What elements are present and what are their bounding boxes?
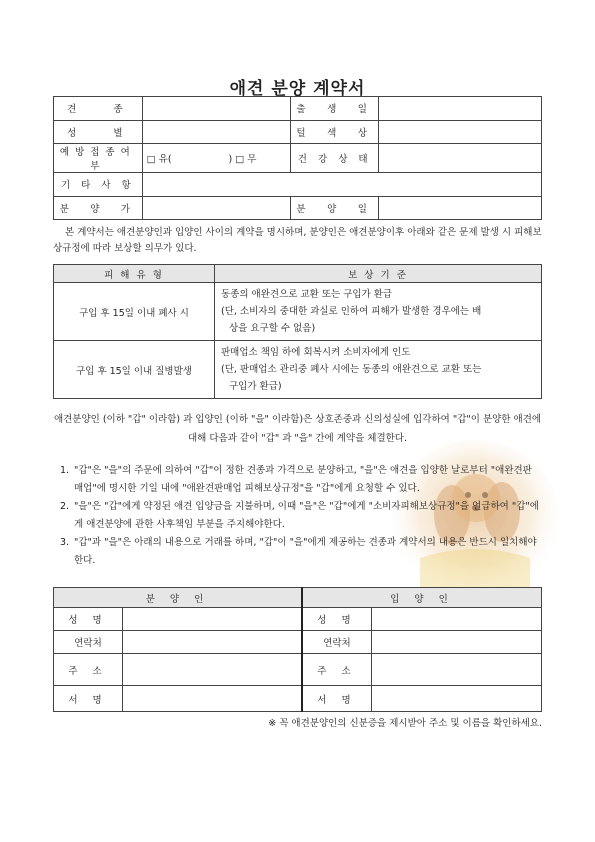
term-text: "갑"은 "을"의 주문에 의하여 "갑"이 정한 견종과 가격으로 분양하고, "을"은 애견을 입양한 날로부터 "애완견판매업"에 명시한 기일 내에 "애완견판매업 피해보상규정"을 "갑"에게 요청할 수 있다. [74, 465, 532, 494]
seller-address-field[interactable] [123, 654, 302, 686]
seller-header: 분 양 인 [54, 588, 302, 608]
health-field[interactable] [379, 144, 542, 173]
seller-signature-field[interactable] [123, 686, 302, 712]
compensation-death-line2: (단, 소비자의 중대한 과실로 인하여 피해가 발생한 경우에는 배 [221, 306, 482, 317]
sex-label: 성 별 [54, 120, 143, 144]
etc-field[interactable] [142, 173, 541, 197]
seller-contact-field[interactable] [123, 631, 302, 654]
buyer-address-field[interactable] [371, 654, 541, 686]
compensation-disease [215, 341, 542, 399]
coat-label: 털 색 상 [290, 120, 379, 144]
compensation-death-line3: 상을 요구할 수 없음) [229, 323, 316, 334]
compensation-death-line1: 동종의 애완견으로 교환 또는 구입가 환급 [221, 289, 393, 300]
compensation-header: 보 상 기 준 [215, 265, 542, 283]
compensation-disease-line1: 판매업소 책임 하에 회복시켜 소비자에게 인도 [221, 347, 411, 358]
buyer-contact-field[interactable] [371, 631, 541, 654]
id-check-note: ※ 꼭 애견분양인의 신분증을 제시받아 주소 및 이름을 확인하세요. [268, 718, 542, 729]
buyer-name-label: 성 명 [302, 608, 372, 631]
compensation-disease-line2: (단, 판매업소 관리중 폐사 시에는 동종의 애완견으로 교환 또는 [221, 364, 482, 375]
breed-field[interactable] [142, 97, 290, 121]
seller-name-field[interactable] [123, 608, 302, 631]
buyer-contact-label: 연락처 [302, 631, 372, 654]
agreement-paragraph: 애견분양인 (이하 "갑" 이라함) 과 입양인 (이하 "을" 이라함)은 상호존중과 신의성실에 입각하여 "갑"이 분양한 애견에 대해 다음과 같이 "갑" 과 "을" 간에 계약을 체결한다. [53, 414, 542, 444]
buyer-address-label: 주 소 [302, 654, 372, 686]
sale-date-label: 분 양 일 [290, 196, 379, 220]
buyer-signature-label: 서 명 [302, 686, 372, 712]
compensation-death [215, 283, 542, 341]
compensation-table [53, 264, 542, 399]
seller-signature-label: 서 명 [54, 686, 123, 712]
price-label: 분 양 가 [54, 196, 143, 220]
birth-field[interactable] [379, 97, 542, 121]
sale-date-field[interactable] [379, 196, 542, 220]
vaccine-label: 예방접종여부 [54, 144, 143, 173]
compensation-disease-line3: 구입가 환급) [229, 381, 282, 392]
terms-list [60, 462, 540, 570]
pet-info-table [53, 96, 542, 220]
price-field[interactable] [142, 196, 290, 220]
list-item [60, 498, 540, 534]
seller-name-label: 성 명 [54, 608, 123, 631]
birth-label: 출 생 일 [290, 97, 379, 121]
vaccine-field[interactable]: □ 유( ) □ 무 [142, 144, 290, 173]
page-title: 애견 분양 계약서 [229, 79, 366, 99]
term-number: 2. [60, 501, 70, 512]
coat-field[interactable] [379, 120, 542, 144]
buyer-signature-field[interactable] [371, 686, 541, 712]
intro-paragraph: 본 계약서는 애견분양인과 입양인 사이의 계약을 명시하며, 분양인은 애견분양이후 아래와 같은 문제 발생 시 피해보상규정에 따라 보상할 의무가 있다. [53, 227, 542, 254]
term-text: "을"은 "갑"에게 약정된 애견 입양금을 지불하며, 이때 "을"은 "갑"에게 "소비자피해보상규정"을 언급하여 "갑"에게 애견분양에 관한 사후책임 부분을 주지해야한다. [74, 501, 539, 530]
sex-field[interactable] [142, 120, 290, 144]
damage-type-header: 피 해 유 형 [54, 265, 215, 283]
list-item [60, 462, 540, 498]
health-label: 건 강 상 태 [290, 144, 379, 173]
term-number: 3. [60, 537, 70, 548]
list-item [60, 534, 540, 570]
seller-contact-label: 연락처 [54, 631, 123, 654]
term-text: "갑"과 "을"은 아래의 내용으로 거래를 하며, "갑"이 "을"에게 제공하는 견종과 계약서의 내용은 반드시 일치해야한다. [74, 537, 537, 566]
etc-label: 기 타 사 항 [54, 173, 143, 197]
buyer-header: 입 양 인 [302, 588, 542, 608]
signature-table [53, 587, 542, 712]
damage-type-disease: 구입 후 15일 이내 질병발생 [54, 341, 215, 399]
seller-address-label: 주 소 [54, 654, 123, 686]
breed-label: 견 종 [54, 97, 143, 121]
term-number: 1. [60, 465, 70, 476]
buyer-name-field[interactable] [371, 608, 541, 631]
damage-type-death: 구입 후 15일 이내 폐사 시 [54, 283, 215, 341]
